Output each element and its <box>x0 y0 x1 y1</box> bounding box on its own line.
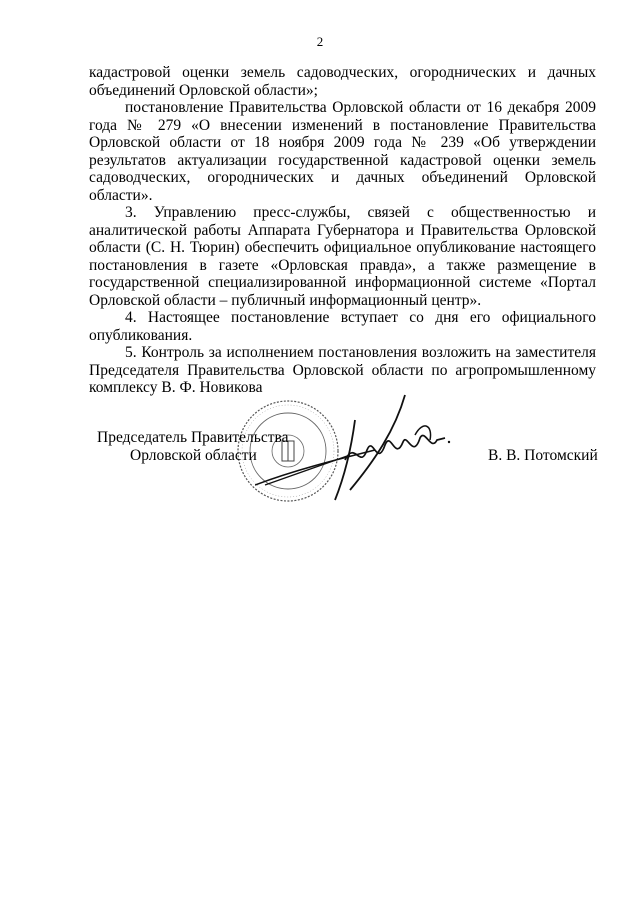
paragraph-3: 3. Управлению пресс-службы, связей с общественностью и аналитической работы Аппарата Губернатора и Правительства Орловской области (С. Н. Тюрин) обеспечить официальное опубликование настоящего постановления в газете «Орловская правда», а также размещение в государственной специализированной информационной системе «Портал Орловской области – публичный информационный центр». <box>89 204 596 309</box>
handwritten-signature <box>255 390 455 510</box>
page-number: 2 <box>316 34 324 49</box>
signatory-title-line2: Орловской области <box>130 447 257 464</box>
paragraph-5: 5. Контроль за исполнением постановления возложить на заместителя Председателя Правительства Орловской области по агропромышленному комплексу В. Ф. Новикова <box>89 344 596 396</box>
signatory-name: В. В. Потомский <box>488 447 598 464</box>
document-body <box>89 64 596 397</box>
paragraph-4: 4. Настоящее постановление вступает со дня его официального опубликования. <box>89 309 596 344</box>
paragraph-2: постановление Правительства Орловской области от 16 декабря 2009 года № 279 «О внесении изменений в постановление Правительства Орловской области от 18 ноября 2009 года № 239 «Об утверждении результатов актуализации государственной кадастровой оценки земель садоводческих, огороднических и дачных объединений Орловской области». <box>89 99 596 204</box>
signatory-title-line1: Председатель Правительства <box>97 429 289 446</box>
paragraph-1: кадастровой оценки земель садоводческих, огороднических и дачных объединений Орловской области»; <box>89 64 596 99</box>
